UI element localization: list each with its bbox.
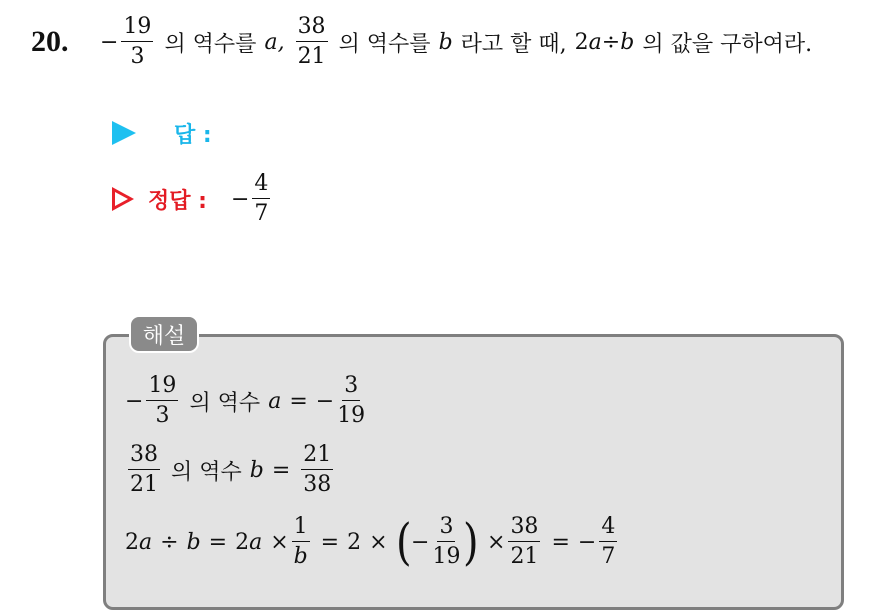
coefficient: 2 — [235, 529, 250, 555]
equals-sign: = — [271, 457, 291, 483]
times-sign: × — [270, 529, 289, 555]
solution-value — [231, 173, 273, 225]
reciprocal-text: 의 역수 — [189, 390, 261, 416]
answer-row — [112, 118, 212, 148]
fraction-denominator: 21 — [130, 472, 158, 497]
variable-a: a — [139, 529, 153, 555]
question-phrase-4: 의 값을 구하여라. — [642, 31, 813, 57]
question-number: 20. — [31, 25, 69, 58]
fraction-numerator: 3 — [437, 516, 455, 542]
play-triangle-icon — [112, 121, 136, 145]
divide-sign: ÷ — [160, 529, 179, 555]
left-paren: ( — [395, 513, 412, 571]
fraction-21-38 — [301, 444, 333, 496]
variable-b: b — [438, 29, 453, 55]
solution-label: 정답 : — [148, 188, 207, 214]
equals-sign: = — [289, 388, 308, 414]
outline-triangle-icon — [112, 187, 134, 211]
expr-divide: ÷ — [601, 29, 621, 55]
fraction-denominator: 21 — [297, 44, 326, 69]
fraction-38-21 — [128, 444, 160, 496]
minus-sign: − — [100, 29, 119, 55]
fraction-1-b — [292, 516, 310, 568]
fraction-numerator: 19 — [121, 16, 153, 42]
variable-a: a, — [264, 29, 285, 55]
variable-a: a — [249, 529, 263, 555]
minus-sign: − — [315, 388, 335, 414]
expr-coefficient: 2 — [574, 29, 589, 55]
minus-sign: − — [577, 529, 597, 555]
coefficient: 2 — [347, 529, 362, 555]
fraction-denominator: 19 — [337, 403, 366, 428]
fraction-numerator: 38 — [296, 16, 328, 42]
equals-sign: = — [551, 529, 570, 555]
fraction-denominator: 21 — [510, 544, 539, 569]
answer-label: 답 : — [174, 122, 212, 148]
fraction-denominator: 7 — [254, 201, 269, 226]
minus-sign: − — [230, 186, 250, 212]
fraction-numerator: 4 — [252, 173, 270, 199]
explanation-tag: 해설 — [129, 315, 199, 353]
solution-row — [112, 170, 273, 228]
fraction-numerator: 38 — [128, 444, 160, 470]
fraction-numerator: 38 — [508, 516, 540, 542]
fraction-denominator: 3 — [130, 44, 145, 69]
question-phrase-3: 라고 할 때, — [460, 31, 567, 57]
explanation-line-3 — [125, 510, 620, 574]
fraction-numerator: 1 — [292, 516, 310, 542]
question-text — [100, 10, 812, 74]
explanation-line-1 — [125, 371, 368, 431]
question-phrase-1: 의 역수를 — [164, 31, 257, 57]
times-sign: × — [369, 529, 388, 555]
fraction-38-21 — [508, 516, 540, 568]
minus-sign: − — [125, 388, 144, 414]
question-phrase-2: 의 역수를 — [338, 31, 431, 57]
fraction-denominator: 3 — [155, 403, 170, 428]
fraction-38-21 — [296, 16, 328, 68]
variable-b: b — [186, 529, 201, 555]
fraction-numerator: 4 — [599, 516, 617, 542]
fraction-denominator: 38 — [303, 472, 332, 497]
coefficient: 2 — [125, 529, 139, 555]
expr-variable-b: b — [620, 29, 635, 55]
fraction-4-7 — [252, 173, 270, 225]
fraction-3-19 — [432, 516, 460, 568]
times-sign: × — [487, 529, 506, 555]
equals-sign: = — [320, 529, 340, 555]
fraction-numerator: 19 — [146, 375, 178, 401]
fraction-4-7 — [599, 516, 617, 568]
fraction-denominator: b — [293, 544, 308, 569]
fraction-numerator: 21 — [301, 444, 333, 470]
fraction-3-19 — [337, 375, 365, 427]
minus-sign: − — [411, 529, 430, 555]
fraction-denominator: 7 — [601, 544, 616, 569]
variable-a: a — [268, 388, 282, 414]
explanation-line-2 — [125, 440, 336, 500]
variable-b: b — [249, 457, 264, 483]
fraction-numerator: 3 — [342, 375, 360, 401]
expr-variable-a: a — [588, 29, 602, 55]
right-paren: ) — [463, 513, 480, 571]
fraction-19-3 — [121, 16, 153, 68]
equals-sign: = — [208, 529, 228, 555]
fraction-19-3 — [146, 375, 178, 427]
reciprocal-text: 의 역수 — [171, 459, 242, 485]
fraction-denominator: 19 — [432, 544, 461, 569]
